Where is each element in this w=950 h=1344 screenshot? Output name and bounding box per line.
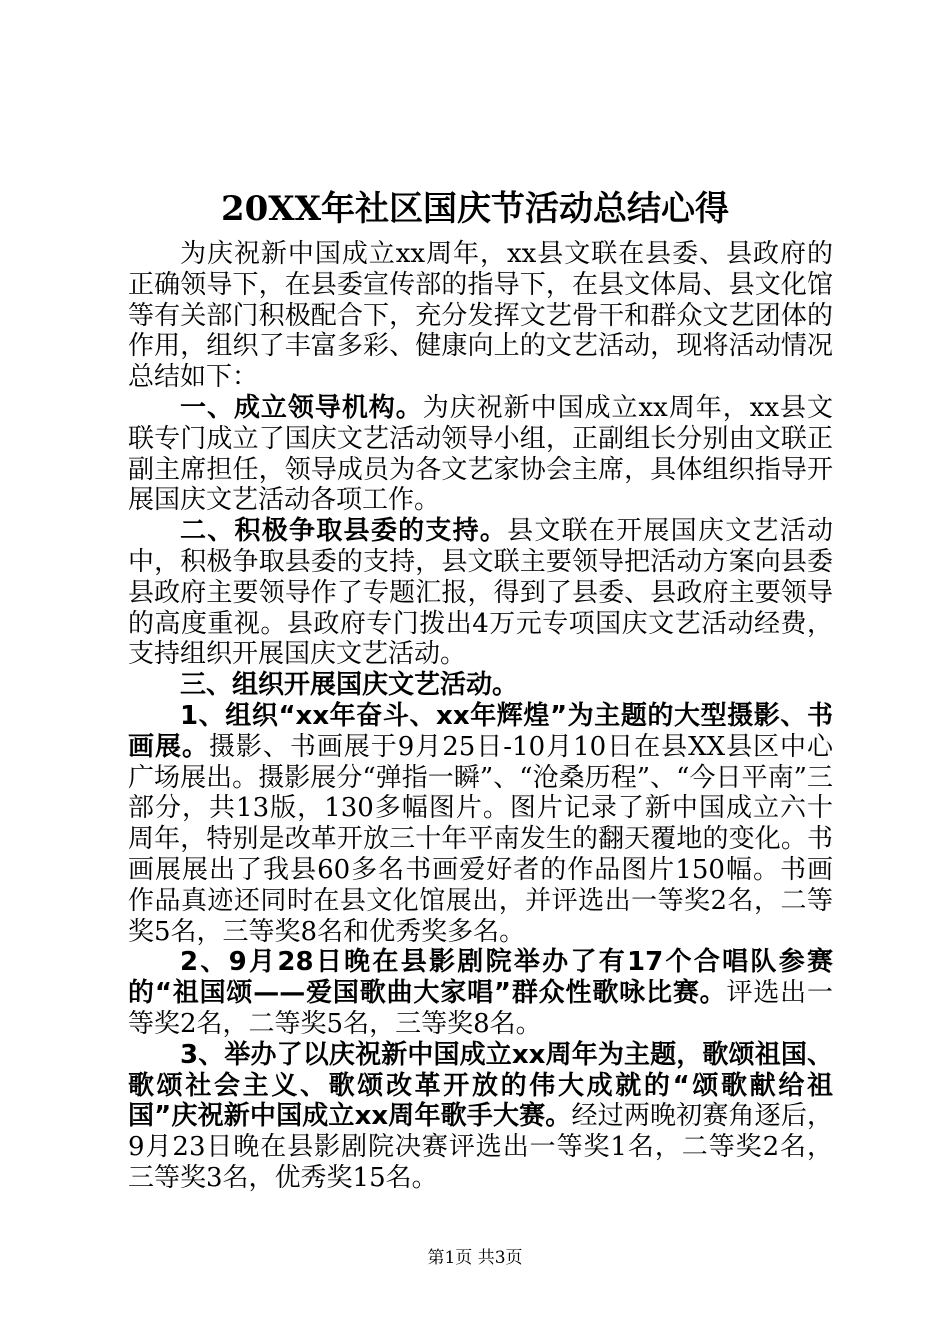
item-heading: 1、组织“xx年奋斗、xx年辉煌”为主题的大型摄影、书画展。 xyxy=(128,700,833,762)
item-heading: 3、举办了以庆祝新中国成立xx周年为主题，歌颂祖国、歌颂社会主义、歌颂改革开放的伟大成就的“颂歌献给祖国”庆祝新中国成立xx周年歌手大赛。 xyxy=(128,1039,833,1132)
paragraph-item-3 xyxy=(128,1040,833,1194)
section-heading: 一、成立领导机构。 xyxy=(180,392,423,423)
paragraph-item-2 xyxy=(128,947,833,1039)
paragraph-section-1 xyxy=(128,393,833,516)
page-title: 20XX年社区国庆节活动总结心得 xyxy=(220,189,730,229)
page-footer: 第1页 共3页 xyxy=(427,1248,523,1268)
paragraph-text: 为庆祝新中国成立xx周年，xx县文联专门成立了国庆文艺活动领导小组，正副组长分别由文联正副主席担任，领导成员为各文艺家协会主席，具体组织指导开展国庆文艺活动各项工作。 xyxy=(128,392,833,516)
paragraph-text: 县文联在开展国庆文艺活动中，积极争取县委的支持，县文联主要领导把活动方案向县委县政府主要领导作了专题汇报，得到了县委、县政府主要领导的高度重视。县政府专门拨出4万元专项国庆文艺活动经费，支持组织开展国庆文艺活动。 xyxy=(128,516,833,670)
section-heading: 二、积极争取县委的支持。 xyxy=(180,516,508,547)
paragraph-item-1 xyxy=(128,701,833,947)
paragraph-text: 经过两晚初赛角逐后，9月23日晚在县影剧院决赛评选出一等奖1名，二等奖2名，三等奖3名，优秀奖15名。 xyxy=(128,1101,833,1193)
item-heading: 2、9月28日晚在县影剧院举办了有17个合唱队参赛的“祖国颂——爱国歌曲大家唱”群众性歌咏比赛。 xyxy=(128,947,833,1009)
paragraph-text: 为庆祝新中国成立xx周年，xx县文联在县委、县政府的正确领导下，在县委宣传部的指导下，在县文体局、县文化馆等有关部门积极配合下，充分发挥文艺骨干和群众文艺团体的作用，组织了丰富多彩、健康向上的文艺活动，现将活动情况总结如下： xyxy=(128,239,833,393)
paragraph-section-2 xyxy=(128,516,833,670)
paragraph-text: 摄影、书画展于9月25日-10月10日在县XX县区中心广场展出。摄影展分“弹指一瞬”、“沧桑历程”、“今日平南”三部分，共13版，130多幅图片。图片记录了新中国成立六十周年，特别是改革开放三十年平南发生的翻天覆地的变化。书画展展出了我县60多名书画爱好者的作品图片150幅。书画作品真迹还同时在县文化馆展出，并评选出一等奖2名，二等奖5名，三等奖8名和优秀奖多名。 xyxy=(128,731,833,947)
paragraph-text: 评选出一等奖2名，二等奖5名，三等奖8名。 xyxy=(128,978,833,1039)
section-heading: 三、组织开展国庆文艺活动。 xyxy=(180,670,519,701)
document-body xyxy=(128,239,833,1194)
paragraph-intro xyxy=(128,239,833,393)
paragraph-section-3 xyxy=(128,670,833,701)
